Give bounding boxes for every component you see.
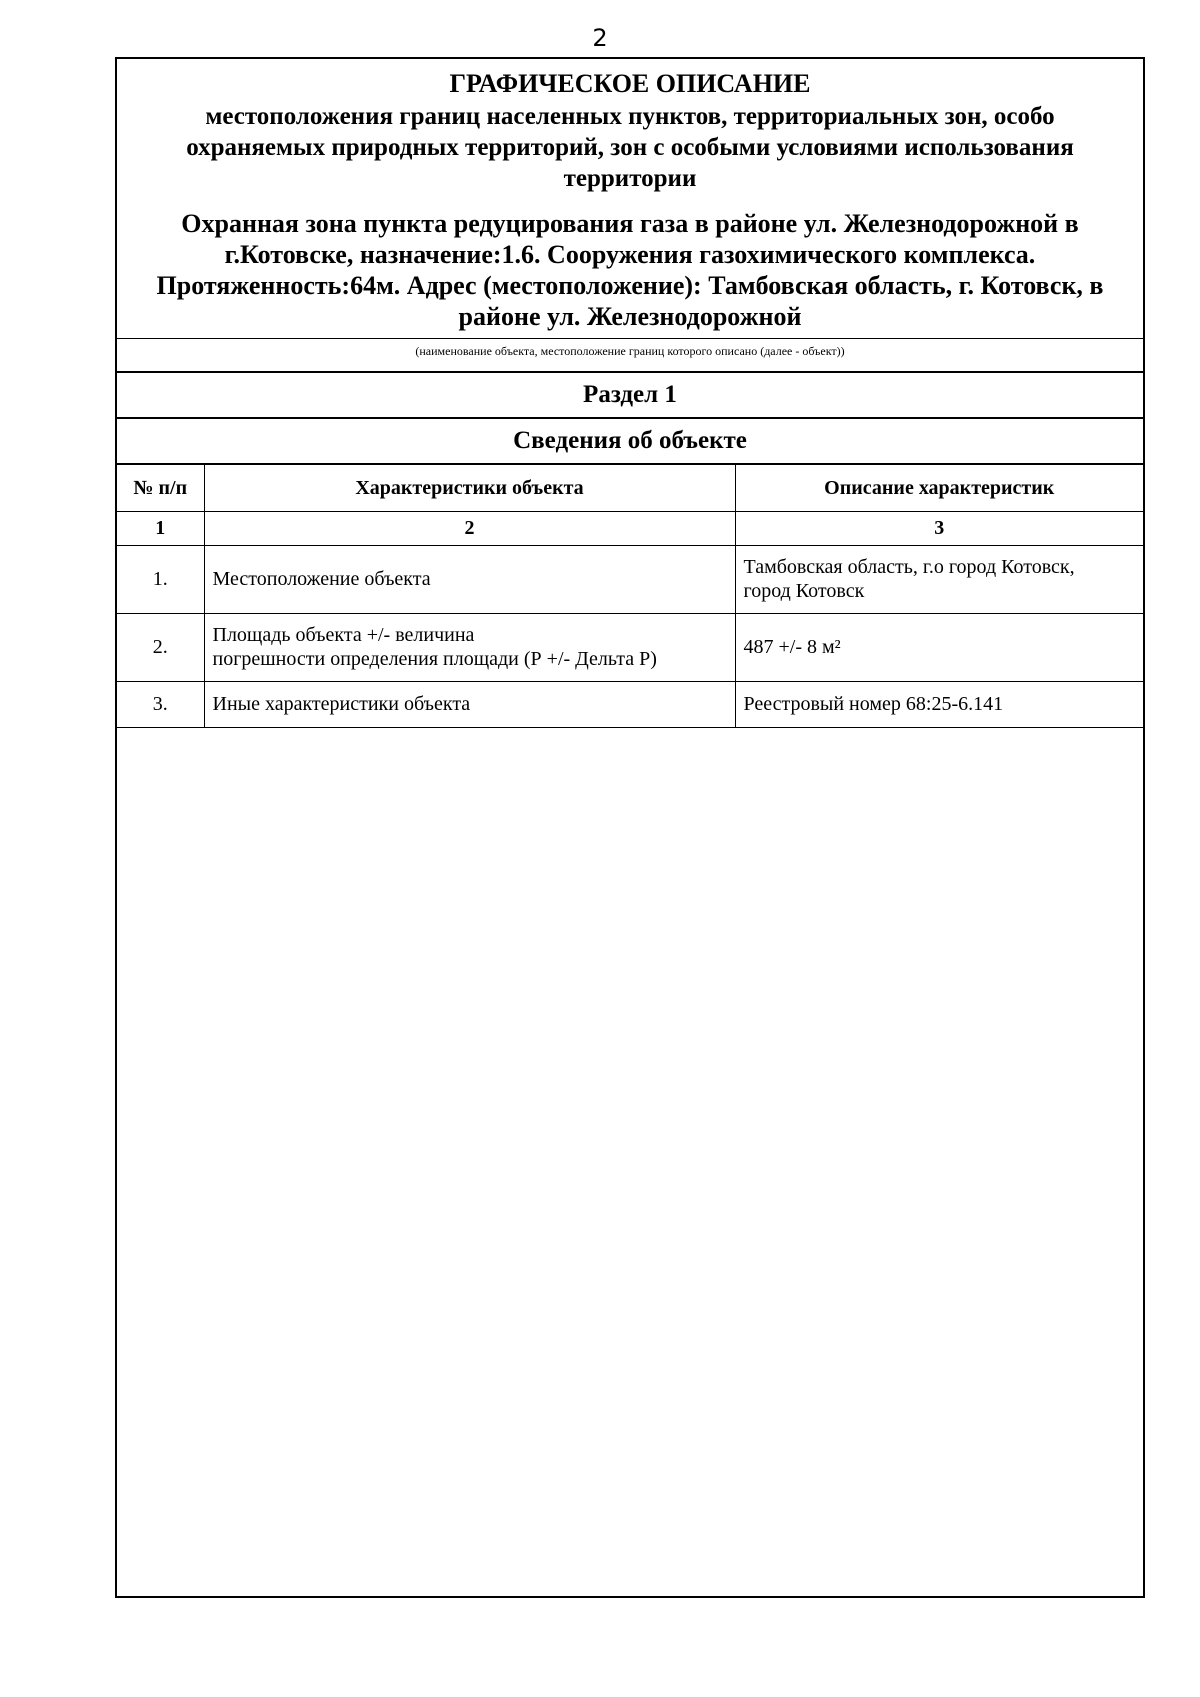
- description-text: Тамбовская область, г.о город Котовск,: [743, 556, 1075, 578]
- description-text: город Котовск: [743, 580, 865, 602]
- characteristic-text: Местоположение объекта: [212, 568, 431, 590]
- row-number: 2.: [117, 613, 204, 681]
- object-info-table: [117, 465, 1143, 728]
- row-characteristic: [204, 681, 735, 727]
- subtitle-line: местоположения границ населенных пунктов, территориальных зон, особо: [205, 103, 1055, 130]
- document-title: ГРАФИЧЕСКОЕ ОПИСАНИЕ: [449, 69, 811, 98]
- table-row: [117, 681, 1143, 727]
- object-name-line: Охранная зона пункта редуцирования газа в районе ул. Железнодорожной в: [181, 209, 1079, 238]
- row-characteristic: [204, 545, 735, 613]
- row-number: 3.: [117, 681, 204, 727]
- row-description: [735, 681, 1143, 727]
- row-number: 1.: [117, 545, 204, 613]
- column-number: 2: [204, 511, 735, 545]
- document-header: [117, 59, 1143, 339]
- object-caption: (наименование объекта, местоположение границ которого описано (далее - объект)): [117, 339, 1143, 373]
- table-row: [117, 545, 1143, 613]
- object-name: [137, 208, 1123, 332]
- object-name-line: г.Котовске, назначение:1.6. Сооружения газохимического комплекса.: [224, 240, 1036, 269]
- table-row: [117, 613, 1143, 681]
- subtitle-line: охраняемых природных территорий, зон с особыми условиями использования: [186, 134, 1074, 161]
- row-description: [735, 613, 1143, 681]
- description-text: Реестровый номер 68:25-6.141: [743, 693, 1004, 715]
- object-name-line: Протяженность:64м. Адрес (местоположение): Тамбовская область, г. Котовск, в: [156, 271, 1104, 300]
- column-number: 3: [735, 511, 1143, 545]
- row-characteristic: [204, 613, 735, 681]
- column-header-description: Описание характеристик: [735, 465, 1143, 511]
- document-subtitle: [137, 101, 1123, 194]
- characteristic-text: погрешности определения площади (Р +/- Дельта Р): [212, 648, 657, 670]
- column-header-characteristic: Характеристики объекта: [204, 465, 735, 511]
- section-title: Сведения об объекте: [117, 419, 1143, 465]
- column-header-num: № п/п: [117, 465, 204, 511]
- section-label: Раздел 1: [117, 373, 1143, 419]
- characteristic-text: Площадь объекта +/- величина: [212, 624, 475, 646]
- subtitle-line: территории: [563, 165, 697, 192]
- object-name-line: районе ул. Железнодорожной: [458, 302, 802, 331]
- column-number-row: [117, 511, 1143, 545]
- row-description: [735, 545, 1143, 613]
- table-header-row: [117, 465, 1143, 511]
- description-text: 487 +/- 8 м²: [743, 636, 841, 658]
- page-number: 2: [592, 24, 608, 52]
- document-frame: [115, 57, 1145, 1598]
- characteristic-text: Иные характеристики объекта: [212, 693, 471, 715]
- column-number: 1: [117, 511, 204, 545]
